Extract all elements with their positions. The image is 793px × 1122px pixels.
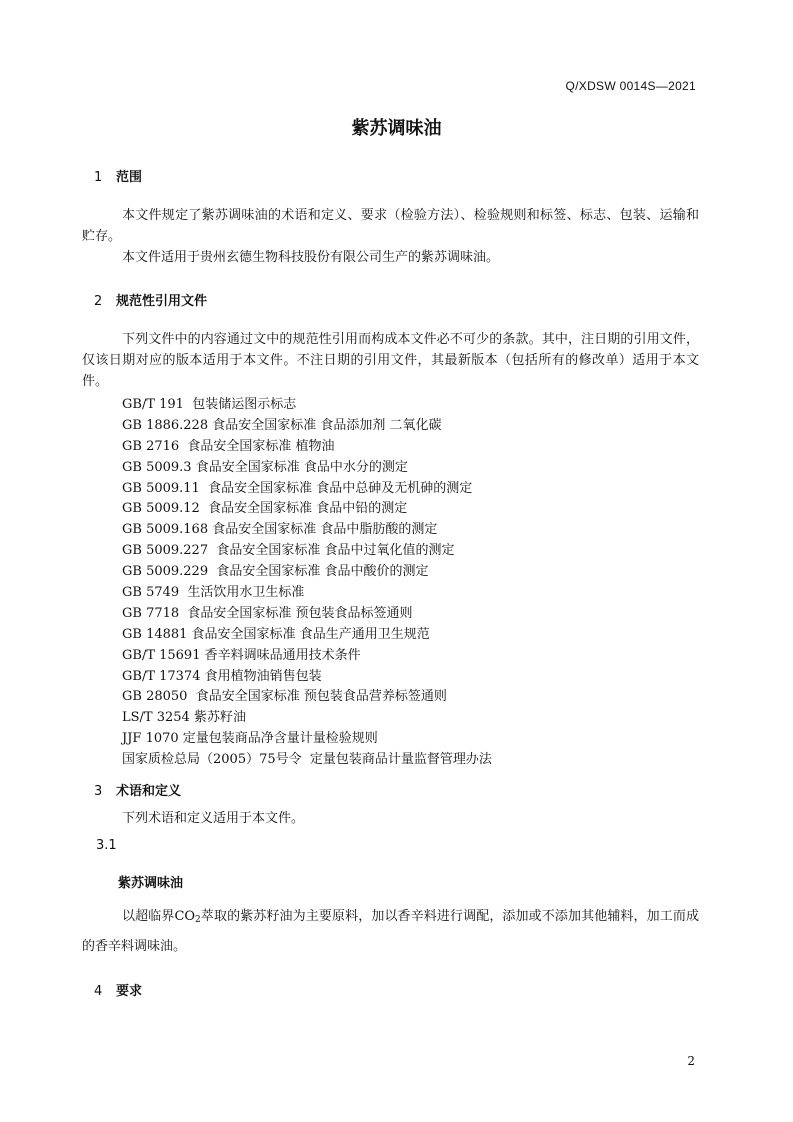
term-number: 3.1 (96, 838, 117, 853)
section-title: 范围 (116, 170, 143, 185)
normative-intro: 下列文件中的内容通过文中的规范性引用而构成本文件必不可少的条款。其中，注日期的引用文件，仅该日期对应的版本适用于本文件。不注日期的引用文件，其最新版本（包括所有的修改单）适用于本文件。 (82, 332, 699, 389)
reference-item: GB 2716 食品安全国家标准 植物油 (122, 438, 335, 454)
reference-item: GB/T 191 包装储运图示标志 (122, 397, 297, 412)
section-3-heading (94, 780, 181, 799)
reference-item: LS/T 3254 紫苏籽油 (122, 710, 246, 726)
term-name: 紫苏调味油 (118, 876, 184, 891)
section-title: 术语和定义 (116, 784, 182, 799)
term-definition (82, 902, 699, 962)
definition-text-start: 以超临界CO (122, 909, 196, 924)
reference-item: GB 5009.3 食品安全国家标准 食品中水分的测定 (122, 459, 408, 475)
reference-item: GB 28050 食品安全国家标准 预包装食品营养标签通则 (122, 689, 447, 705)
scope-paragraph-2: 本文件适用于贵州玄德生物科技股份有限公司生产的紫苏调味油。 (122, 250, 500, 265)
definition-text-end: 萃取的紫苏籽油为主要原料，加以香辛料进行调配，添加或不添加其他辅料，加工而成的香辛料调味油。 (82, 909, 699, 954)
page-number: 2 (687, 1054, 695, 1068)
standard-code: Q/XDSW 0014S—2021 (565, 79, 696, 93)
reference-item: GB 5749 生活饮用水卫生标准 (122, 585, 305, 601)
reference-list (122, 395, 492, 771)
reference-item: GB 5009.168 食品安全国家标准 食品中脂肪酸的测定 (122, 522, 438, 538)
section-number: 4 (94, 984, 103, 999)
section-number: 1 (94, 170, 103, 185)
reference-item: GB 14881 食品安全国家标准 食品生产通用卫生规范 (122, 626, 430, 642)
section-number: 2 (94, 294, 103, 309)
reference-item: JJF 1070 定量包装商品净含量计量检验规则 (122, 731, 378, 747)
reference-item: GB/T 15691 香辛料调味品通用技术条件 (122, 647, 361, 663)
reference-item: GB 5009.11 食品安全国家标准 食品中总砷及无机砷的测定 (122, 480, 473, 496)
reference-item: GB 1886.228 食品安全国家标准 食品添加剂 二氧化碳 (122, 417, 442, 433)
section-title: 要求 (116, 984, 143, 999)
definition-subscript: 2 (195, 915, 201, 925)
section-title: 规范性引用文件 (116, 294, 208, 309)
section-number: 3 (94, 784, 103, 799)
reference-item: GB 5009.227 食品安全国家标准 食品中过氧化值的测定 (122, 543, 455, 559)
document-title: 紫苏调味油 (351, 118, 442, 139)
scope-paragraph-1: 本文件规定了紫苏调味油的术语和定义、要求（检验方法）、检验规则和标签、标志、包装、运输和贮存。 (82, 208, 699, 244)
reference-item: GB 5009.12 食品安全国家标准 食品中铅的测定 (122, 501, 408, 517)
reference-item: GB 5009.229 食品安全国家标准 食品中酸价的测定 (122, 564, 429, 580)
reference-item: GB/T 17374 食用植物油销售包装 (122, 668, 322, 684)
section-1-heading (94, 166, 142, 185)
reference-item: GB 7718 食品安全国家标准 预包装食品标签通则 (122, 605, 413, 621)
section-2-heading (94, 290, 207, 309)
terms-intro: 下列术语和定义适用于本文件。 (122, 811, 305, 826)
reference-item: 国家质检总局（2005）75号令 定量包装商品计量监督管理办法 (122, 752, 492, 768)
section-4-heading (94, 980, 142, 999)
